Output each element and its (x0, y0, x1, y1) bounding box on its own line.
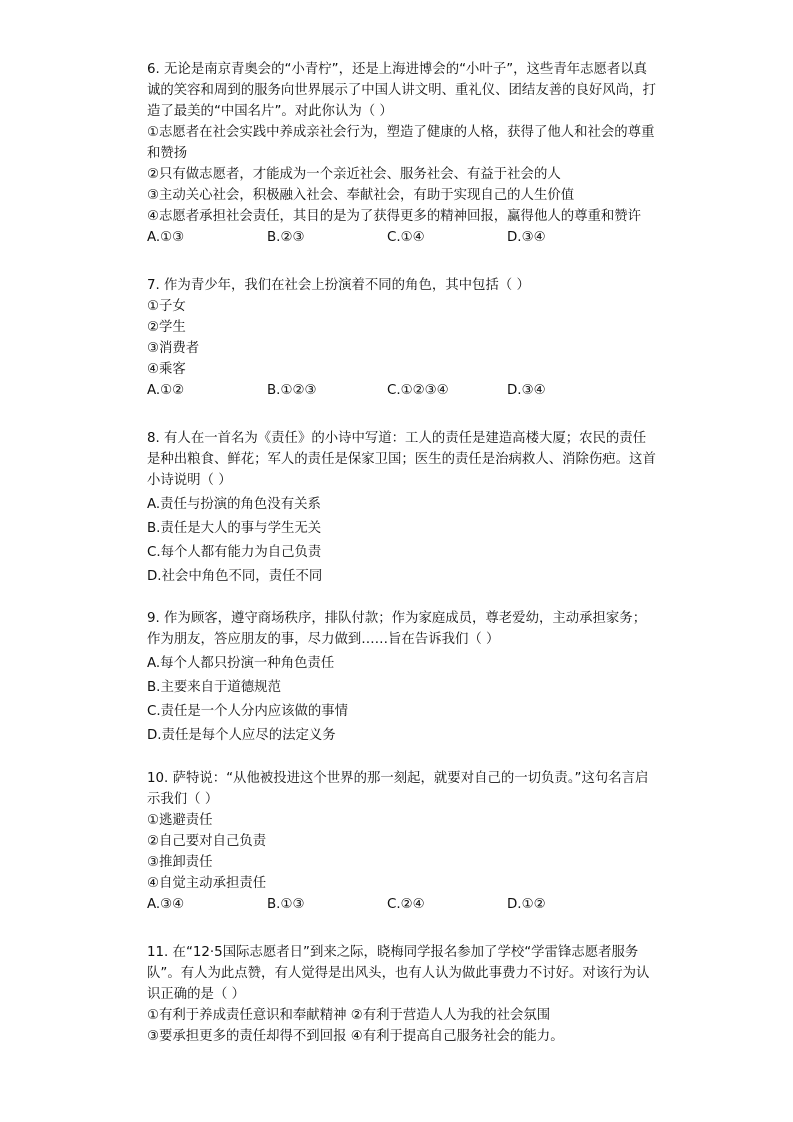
option-c[interactable]: C.①④ (387, 230, 425, 245)
option-b[interactable]: B.②③ (267, 230, 305, 245)
option-b[interactable]: B.主要来自于道德规范 (147, 680, 281, 695)
statement-line: ①逃避责任 (147, 813, 213, 828)
option-c[interactable]: C.责任是一个人分内应该做的事情 (147, 704, 349, 719)
statement-line: ②自己要对自己负责 (147, 834, 267, 849)
statement-line: ③要承担更多的责任却得不到回报 ④有利于提高自己服务社会的能力。 (147, 1029, 564, 1044)
option-a[interactable]: A.③④ (147, 897, 185, 912)
question-line: 小诗说明（ ） (147, 473, 232, 488)
statement-line: ①子女 (147, 299, 186, 314)
statement-line: ③消费者 (147, 341, 200, 356)
statement-line: ③推卸责任 (147, 855, 213, 870)
option-b[interactable]: B.①③ (267, 897, 305, 912)
option-b[interactable]: B.①②③ (267, 383, 317, 398)
question-9 (147, 608, 687, 746)
question-line: 是种出粮食、鲜花；军人的责任是保家卫国；医生的责任是治病救人、消除伤疤。这首 (147, 452, 656, 467)
option-d[interactable]: D.①② (507, 897, 546, 912)
answer-options (147, 894, 687, 915)
statement-line: ②学生 (147, 320, 186, 335)
question-line: 作为朋友，答应朋友的事，尽力做到……旨在告诉我们（ ） (147, 632, 500, 647)
statement-line: ③主动关心社会，积极融入社会、奉献社会，有助于实现自己的人生价值 (147, 188, 575, 203)
question-line: 队”。有人为此点赞，有人觉得是出风头，也有人认为做此事费力不讨好。对该行为认 (147, 966, 650, 981)
option-d[interactable]: D.③④ (507, 230, 546, 245)
statement-line: ①有利于养成责任意识和奉献精神 ②有利于营造人人为我的社会氛围 (147, 1008, 551, 1023)
question-7 (147, 275, 687, 401)
option-a[interactable]: A.①③ (147, 230, 185, 245)
option-c[interactable]: C.①②③④ (387, 383, 449, 398)
question-line: 9. 作为顾客，遵守商场秩序，排队付款；作为家庭成员，尊老爱幼，主动承担家务； (147, 611, 647, 626)
option-d[interactable]: D.③④ (507, 383, 546, 398)
question-line: 10. 萨特说：“从他被投进这个世界的那一刻起，就要对自己的一切负责。”这句名言启 (147, 771, 649, 786)
question-11 (147, 942, 687, 1047)
option-a[interactable]: A.责任与扮演的角色没有关系 (147, 497, 321, 512)
question-line: 造了最美的“中国名片”。对此你认为（ ） (147, 104, 393, 119)
question-line: 诚的笑容和周到的服务向世界展示了中国人讲文明、重礼仪、团结友善的良好风尚，打 (147, 83, 656, 98)
statement-line: ④志愿者承担社会责任，其目的是为了获得更多的精神回报，赢得他人的尊重和赞许 (147, 209, 642, 224)
option-a[interactable]: A.①② (147, 383, 185, 398)
question-line: 7. 作为青少年，我们在社会上扮演着不同的角色，其中包括（ ） (147, 278, 530, 293)
question-line: 识正确的是（ ） (147, 987, 245, 1002)
option-a[interactable]: A.每个人都只扮演一种角色责任 (147, 656, 335, 671)
question-6 (147, 59, 687, 248)
question-8 (147, 428, 687, 587)
option-c[interactable]: C.每个人都有能力为自己负责 (147, 545, 322, 560)
statement-line: ④乘客 (147, 362, 186, 377)
answer-options (147, 227, 687, 248)
statement-line: ①志愿者在社会实践中养成亲社会行为，塑造了健康的人格，获得了他人和社会的尊重 (147, 125, 655, 140)
question-line: 6. 无论是南京青奥会的“小青柠”，还是上海进博会的“小叶子”，这些青年志愿者以真 (147, 62, 648, 77)
option-d[interactable]: D.责任是每个人应尽的法定义务 (147, 728, 336, 743)
question-10 (147, 768, 687, 915)
statement-line: ②只有做志愿者，才能成为一个亲近社会、服务社会、有益于社会的人 (147, 167, 561, 182)
answer-options (147, 380, 687, 401)
option-c[interactable]: C.②④ (387, 897, 425, 912)
statement-line: ④自觉主动承担责任 (147, 876, 267, 891)
option-d[interactable]: D.社会中角色不同，责任不同 (147, 569, 323, 584)
question-line: 示我们（ ） (147, 792, 219, 807)
option-b[interactable]: B.责任是大人的事与学生无关 (147, 521, 322, 536)
question-line: 11. 在“12·5国际志愿者日”到来之际，晓梅同学报名参加了学校“学雷锋志愿者服务 (147, 945, 639, 960)
statement-line: 和赞扬 (147, 146, 188, 161)
question-line: 8. 有人在一首名为《责任》的小诗中写道：工人的责任是建造高楼大厦；农民的责任 (147, 431, 647, 446)
